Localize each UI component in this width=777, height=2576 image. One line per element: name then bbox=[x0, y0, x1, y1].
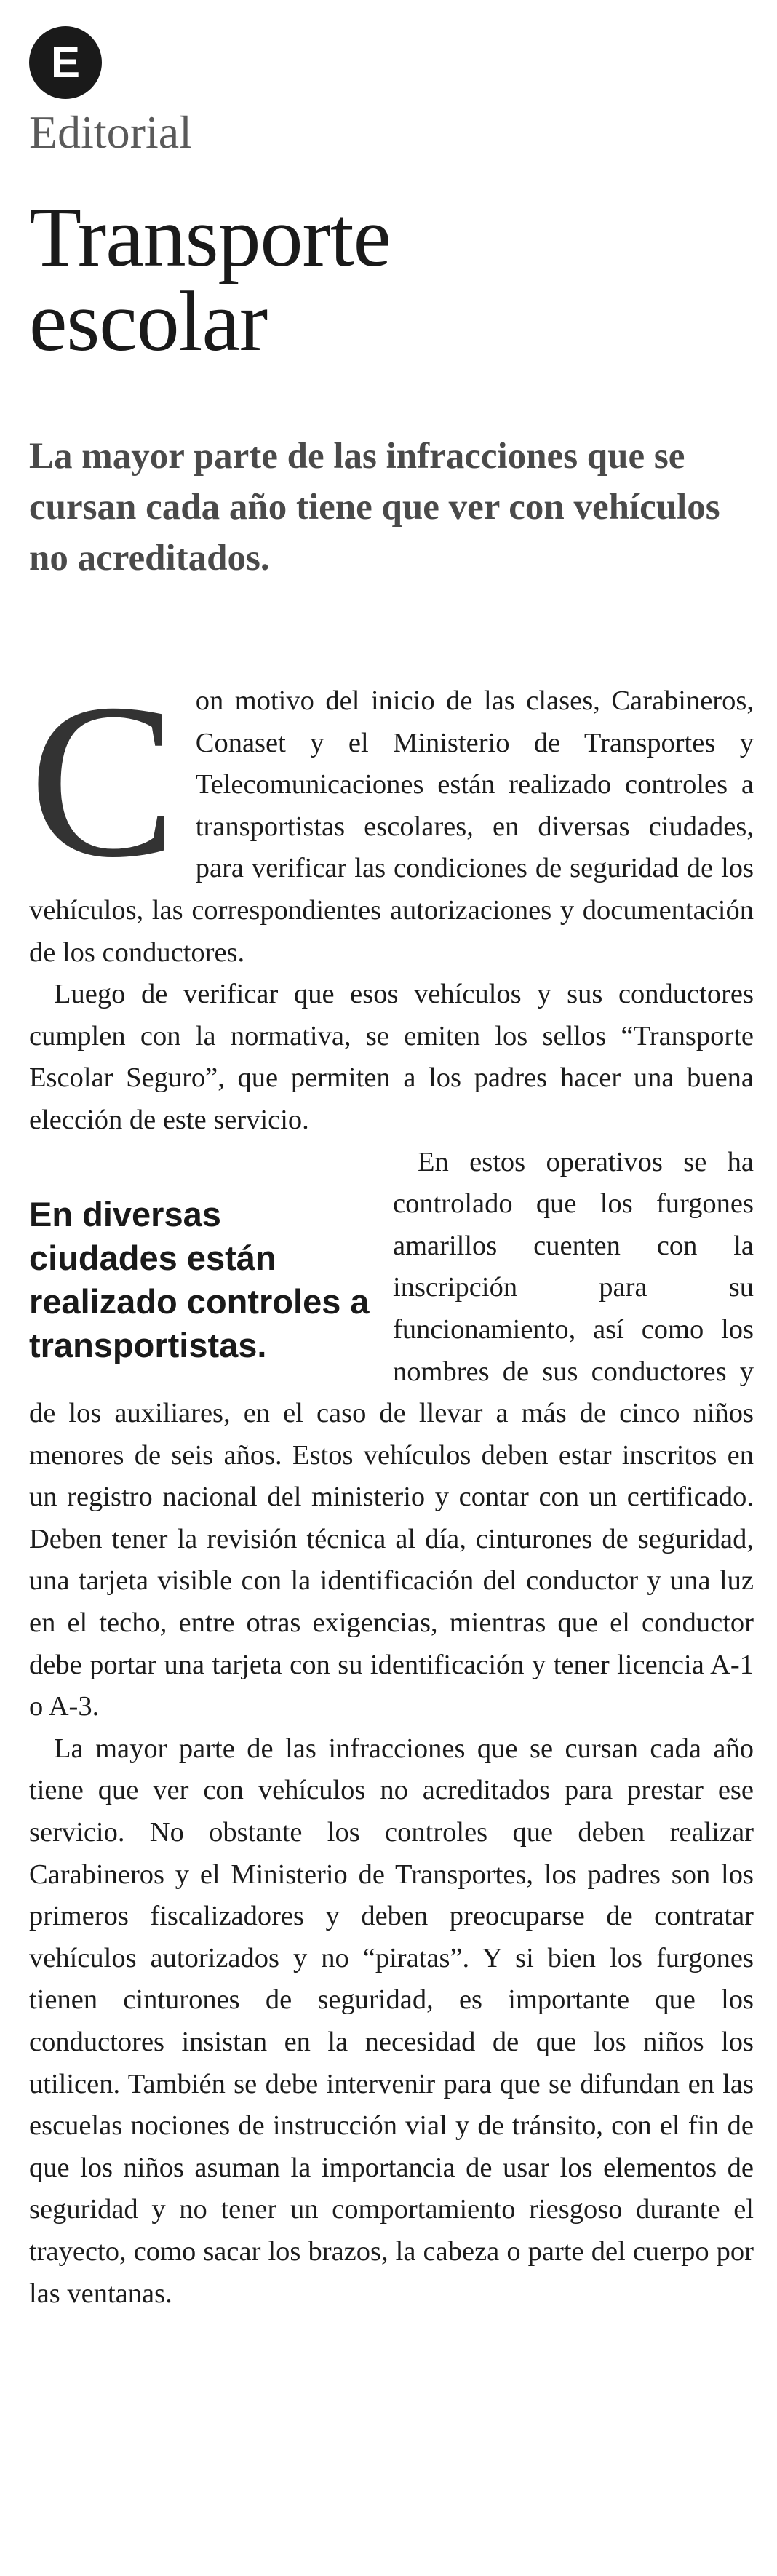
paragraph-1 bbox=[29, 658, 754, 974]
pull-quote: En diversas ciudades están realizado controles a transportistas. bbox=[29, 1194, 370, 1364]
headline-line-2: escolar bbox=[29, 274, 268, 369]
drop-cap: C bbox=[29, 658, 177, 903]
headline-line-1: Transporte bbox=[29, 189, 391, 285]
headline bbox=[29, 189, 757, 369]
paragraph-1-text: on motivo del inicio de las clases, Carabineros, Conaset y el Ministerio de Transportes y Telecomunicaciones están realizado controles a transportistas escolares, en diversas ciudades, para verificar las condiciones de seguridad de los vehículos, las correspondientes autorizaciones y documentación de los conductores. bbox=[29, 685, 754, 968]
deck-subtitle: La mayor parte de las infracciones que se cursan cada año tiene que ver con vehículos no acreditados. bbox=[29, 436, 720, 579]
paragraph-4: La mayor parte de las infracciones que se cursan cada año tiene que ver con vehículos no acreditados para prestar ese servicio. No obstante los controles que deben realizar Carabineros y el Ministerio de Transportes, los padres son los primeros fiscalizadores y deben preocuparse de contratar vehículos autorizados y no “piratas”. Y si bien los furgones tienen cinturones de seguridad, es importante que los conductores insistan en la necesidad de que los niños los utilicen. También se debe intervenir para que se difundan en las escuelas nociones de instrucción vial y de tránsito, con el fin de que los niños asuman la importancia de usar los elementos de seguridad y no tener un comportamiento riesgoso durante el trayecto, como sacar los brazos, la cabeza o parte del cuerpo por las ventanas. bbox=[29, 1733, 754, 2309]
paragraph-3 bbox=[29, 1142, 754, 1728]
section-badge-icon: E bbox=[29, 26, 102, 99]
section-label: Editorial bbox=[29, 106, 192, 158]
article-body bbox=[29, 658, 754, 2315]
paragraph-2: Luego de verificar que esos vehículos y sus conductores cumplen con la normativa, se emiten los sellos “Transporte Escolar Seguro”, que permiten a los padres hacer una buena elección de este servicio. bbox=[29, 979, 754, 1135]
paragraph-3-text: En estos operativos se ha controlado que los furgones amarillos cuenten con la inscripción para su funcionamiento, así como los nombres de sus conductores y de los auxiliares, en el caso de llevar a más de cinco niños menores de seis años. Estos vehículos deben estar inscritos en un registro nacional del ministerio y contar con un certificado. Deben tener la revisión técnica al día, cinturones de seguridad, una tarjeta visible con la identificación del conductor y una luz en el techo, entre otras exigencias, mientras que el conductor debe portar una tarjeta con su identificación y tener licencia A-1 o A-3. bbox=[29, 1146, 754, 1722]
